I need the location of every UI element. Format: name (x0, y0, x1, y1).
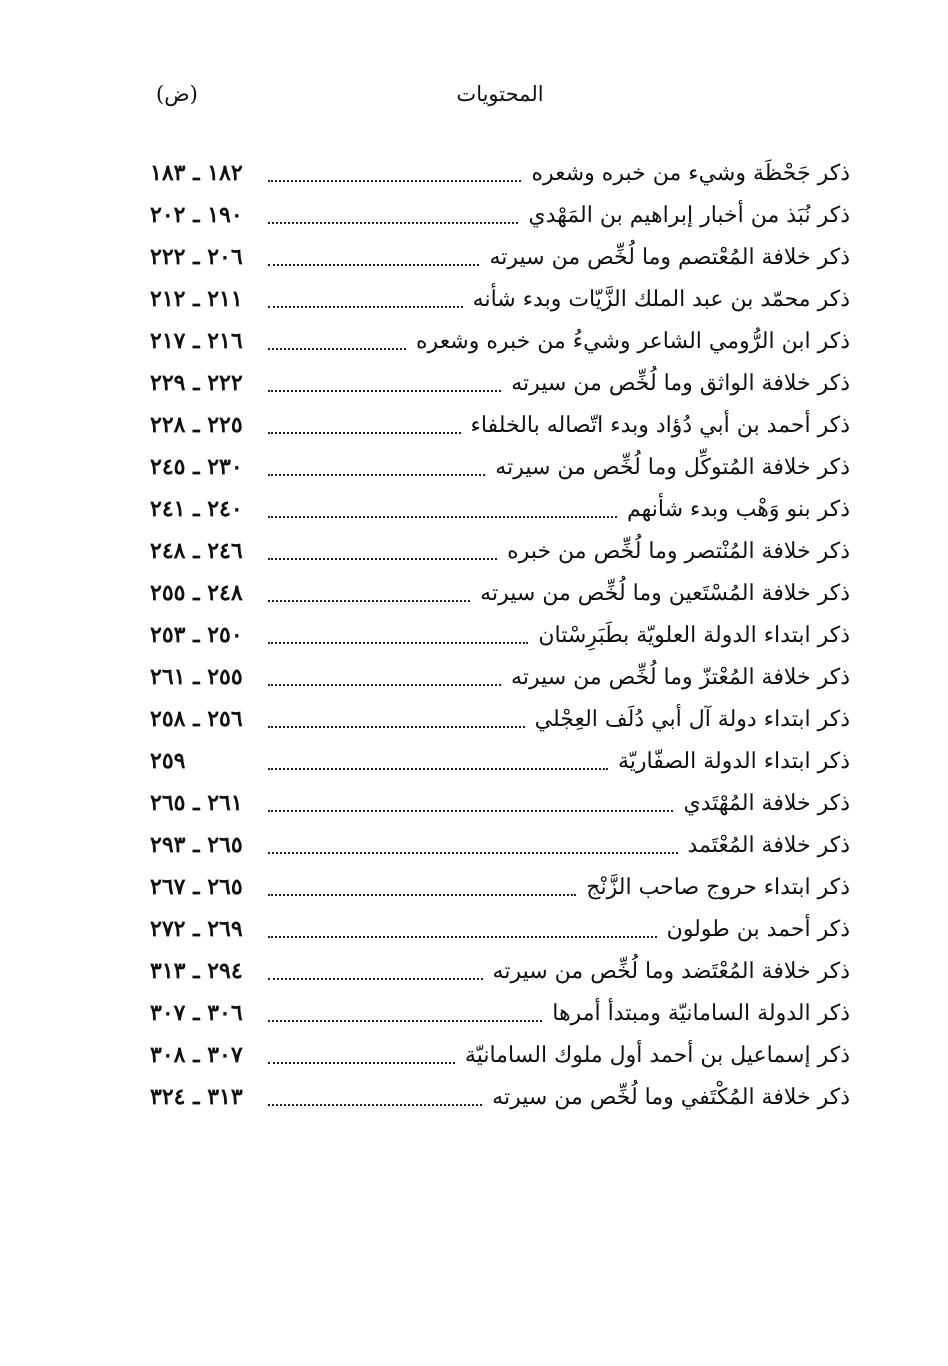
toc-entry (150, 152, 850, 194)
toc-entry (150, 824, 850, 866)
dot-leader (268, 432, 461, 434)
toc-entry-title: ذكر ابن الرُّومي الشاعر وشيءُ من خبره وشعره (416, 328, 850, 354)
toc-entry (150, 992, 850, 1034)
toc-entry (150, 278, 850, 320)
toc-entry-pages: ٢٥٦ ـ ٢٥٨ (150, 706, 243, 732)
dot-leader (268, 306, 463, 308)
dot-leader (268, 264, 479, 266)
toc-entry (150, 572, 850, 614)
toc-entry (150, 194, 850, 236)
dot-leader (268, 726, 525, 728)
dot-leader (268, 180, 521, 182)
toc-entry-pages: ٢٥٩ (150, 748, 186, 774)
toc-entry-pages: ٢٤٦ ـ ٢٤٨ (150, 538, 243, 564)
dot-leader (268, 684, 501, 686)
toc-entry-pages: ٢٥٠ ـ ٢٥٣ (150, 622, 243, 648)
toc-entry (150, 1076, 850, 1118)
toc-entry-pages: ٣٠٦ ـ ٣٠٧ (150, 1000, 243, 1026)
toc-entry (150, 614, 850, 656)
toc-entry-pages: ٢٢٥ ـ ٢٢٨ (150, 412, 243, 438)
toc-entry-title: ذكر خلافة المُتوكِّل وما لُخِّص من سيرته (495, 454, 850, 480)
toc-entry-pages: ٢٩٤ ـ ٣١٣ (150, 958, 243, 984)
dot-leader (268, 936, 657, 938)
toc-entry (150, 1034, 850, 1076)
table-of-contents (150, 152, 850, 1118)
toc-entry (150, 950, 850, 992)
page-title: المحتويات (456, 82, 544, 106)
toc-entry-title: ذكر خلافة المُعْتَمد (687, 832, 850, 858)
toc-entry-title: ذكر جَحْظَة وشيء من خبره وشعره (531, 160, 850, 186)
toc-entry-pages: ٢٥٥ ـ ٢٦١ (150, 664, 243, 690)
toc-entry-pages: ٢٦٥ ـ ٢٦٧ (150, 874, 243, 900)
toc-entry (150, 698, 850, 740)
toc-entry-pages: ٢١٦ ـ ٢١٧ (150, 328, 243, 354)
toc-entry-title: ذكر ابتداء حروج صاحب الزَّنْج (586, 874, 850, 900)
toc-entry-title: ذكر خلافة المُكْتَفي وما لُخِّص من سيرته (492, 1084, 850, 1110)
page-header (150, 82, 850, 118)
dot-leader (268, 768, 608, 770)
dot-leader (268, 222, 518, 224)
toc-entry (150, 740, 850, 782)
toc-entry-title: ذكر إسماعيل بن أحمد أول ملوك السامانيّة (464, 1042, 850, 1068)
toc-entry-pages: ١٩٠ ـ ٢٠٢ (150, 202, 243, 228)
toc-entry (150, 656, 850, 698)
dot-leader (268, 516, 617, 518)
toc-entry-pages: ٢٦٩ ـ ٢٧٢ (150, 916, 243, 942)
toc-entry (150, 488, 850, 530)
toc-entry-title: ذكر نُبَذ من أخبار إبراهيم بن المَهْدي (528, 202, 850, 228)
dot-leader (268, 1062, 455, 1064)
page-marker: (ض) (156, 82, 198, 106)
toc-entry-title: ذكر أحمد بن أبي دُؤاد وبدء اتّصاله بالخلفاء (470, 412, 850, 438)
toc-entry-title: ذكر محمّد بن عبد الملك الزَّيّات وبدء شأنه (472, 286, 850, 312)
toc-entry (150, 782, 850, 824)
toc-entry-title: ذكر خلافة المُنْتصر وما لُخِّص من خبره (507, 538, 850, 564)
toc-entry-title: ذكر ابتداء دولة آل أبي دُلَف العِجْلي (534, 706, 850, 732)
toc-entry-pages: ٢٢٢ ـ ٢٢٩ (150, 370, 243, 396)
toc-entry-title: ذكر الدولة السامانيّة ومبتدأ أمرها (552, 1000, 850, 1026)
dot-leader (268, 558, 497, 560)
toc-entry-pages: ٢٤٨ ـ ٢٥٥ (150, 580, 243, 606)
dot-leader (268, 390, 501, 392)
dot-leader (268, 852, 678, 854)
dot-leader (268, 1020, 542, 1022)
toc-entry-title: ذكر خلافة المُهْتَدي (683, 790, 850, 816)
toc-entry (150, 908, 850, 950)
toc-entry-title: ذكر خلافة المُسْتَعين وما لُخِّص من سيرته (480, 580, 850, 606)
dot-leader (268, 600, 470, 602)
dot-leader (268, 894, 576, 896)
toc-entry (150, 530, 850, 572)
toc-entry-pages: ٢٦١ ـ ٢٦٥ (150, 790, 243, 816)
toc-entry-pages: ٢٣٠ ـ ٢٤٥ (150, 454, 243, 480)
toc-entry-pages: ٢٤٠ ـ ٢٤١ (150, 496, 243, 522)
dot-leader (268, 642, 528, 644)
dot-leader (268, 810, 673, 812)
toc-entry-title: ذكر بنو وَهْب وبدء شأنهم (626, 496, 850, 522)
toc-entry-pages: ٢٠٦ ـ ٢٢٢ (150, 244, 243, 270)
toc-entry (150, 320, 850, 362)
dot-leader (268, 978, 483, 980)
toc-entry-title: ذكر أحمد بن طولون (666, 916, 850, 942)
toc-entry (150, 404, 850, 446)
toc-entry-title: ذكر خلافة المُعْتصم وما لُخِّص من سيرته (489, 244, 850, 270)
toc-entry-pages: ١٨٢ ـ ١٨٣ (150, 160, 243, 186)
dot-leader (268, 1104, 482, 1106)
toc-entry-title: ذكر ابتداء الدولة العلويّة بطَبَرِسْتان (538, 622, 850, 648)
toc-entry-pages: ٣١٣ ـ ٣٢٤ (150, 1084, 243, 1110)
dot-leader (268, 348, 406, 350)
dot-leader (268, 474, 485, 476)
toc-entry (150, 446, 850, 488)
toc-entry-pages: ٢٦٥ ـ ٢٩٣ (150, 832, 243, 858)
toc-entry-pages: ٢١١ ـ ٢١٢ (150, 286, 243, 312)
toc-entry-pages: ٣٠٧ ـ ٣٠٨ (150, 1042, 243, 1068)
toc-entry-title: ذكر خلافة المُعْتَضد وما لُخِّص من سيرته (492, 958, 850, 984)
toc-entry (150, 866, 850, 908)
toc-entry-title: ذكر خلافة المُعْتزّ وما لُخِّص من سيرته (511, 664, 850, 690)
toc-entry-title: ذكر خلافة الواثق وما لُخِّص من سيرته (511, 370, 850, 396)
toc-entry (150, 236, 850, 278)
toc-entry (150, 362, 850, 404)
toc-entry-title: ذكر ابتداء الدولة الصفّاريّة (617, 748, 850, 774)
